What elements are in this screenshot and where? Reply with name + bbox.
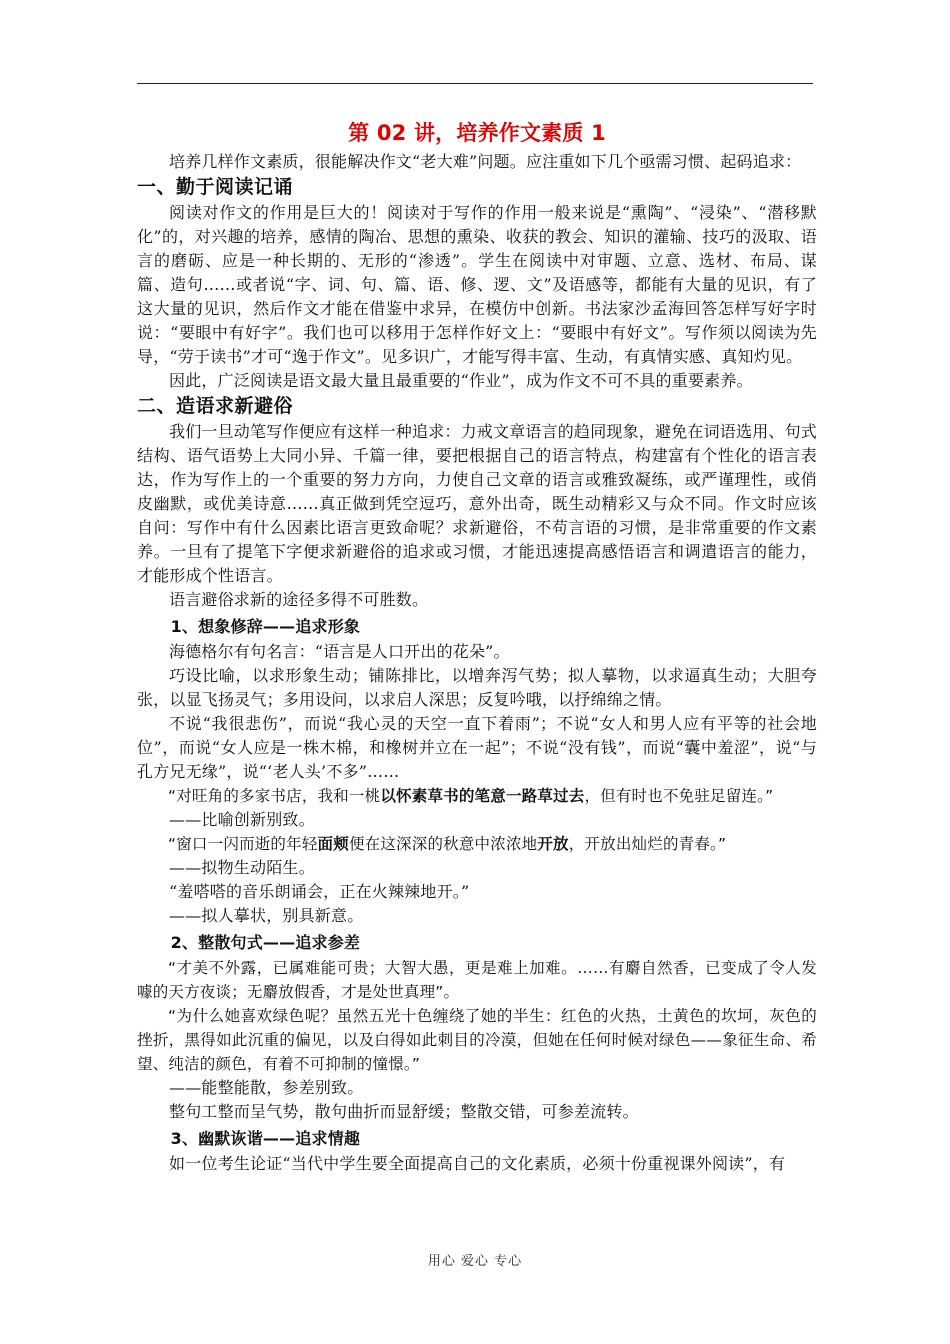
imagination-paragraph-1: 海德格尔有句名言：“语言是人口开出的花朵”。 (169, 642, 510, 661)
pattern-quote-1: “才美不外露，已属难能可贵；大智大愚，更是难上加难。……有麝自然香，已变成了令人发噱的天方夜谈；无麝放假香，才是处世真理”。 (137, 959, 817, 1001)
page-footer: 用心 爱心 专心 (427, 1254, 523, 1269)
intro-paragraph: 培养几样作文素质，很能解决作文“老大难”问题。应注重如下几个亟需习惯、起码追求： (169, 152, 802, 171)
subheading-sentence-patterns: 2、整散句式——追求参差 (170, 933, 361, 952)
example-quote-2: “窗口一闪而逝的年轻面颊便在这深深的秋意中浓浓地开放，开放出灿烂的青春。” (168, 835, 727, 853)
reading-paragraph-1: 阅读对作文的作用是巨大的！阅读对于写作的作用一般来说是“熏陶”、“浸染”、“潜移默化”的，对兴趣的培养，感情的陶冶、思想的熏染、收获的教会、知识的灌输、技巧的汲取、语言的磨砺、应是一种长期的、无形的“渗透”。学生在阅读中对审题、立意、选材、布局、谋篇、造句……或者说“字、词、句、篇、语、修、逻、文”及语感等，都能有大量的见识，有了这大量的见识，然后作文才能在借鉴中求异，在模仿中创新。书法家沙孟海回答怎样写好字时说：“要眼中有好字”。我们也可以移用于怎样作好文上：“要眼中有好文”。写作须以阅读为先导，“劳于读书”才可“逸于作文”。见多识广，才能写得丰富、生动，有真情实感、真知灼见。 (137, 203, 817, 366)
pattern-paragraph: 整句工整而呈气势，散句曲折而显舒缓；整散交错，可参差流转。 (169, 1102, 639, 1121)
subheading-humor: 3、幽默诙谐——追求情趣 (170, 1129, 361, 1148)
example-quote-3: “羞嗒嗒的音乐朗诵会，正在火辣辣地开。” (169, 882, 470, 901)
section-heading-language: 二、造语求新避俗 (137, 395, 294, 417)
reading-paragraph-2: 因此，广泛阅读是语文最大量且最重要的“作业”，成为作文不可不具的重要素养。 (169, 371, 753, 390)
imagination-paragraph-3: 不说“我很悲伤”，而说“我心灵的天空一直下着雨”；不说“女人和男人应有平等的社会地位”，而说“女人应是一株木棉，和橡树并立在一起”；不说“没有钱”，而说“囊中羞涩”，说“与孔方兄无缘”，说“‘老人头’不多”…… (137, 714, 817, 781)
page-title: 第 02 讲，培养作文素质 1 (348, 121, 606, 145)
example-note-1: ——比喻创新别致。 (169, 810, 315, 829)
example-quote-1: “对旺角的多家书店，我和一桃以怀素草书的笔意一路草过去，但有时也不免驻足留连。” (168, 787, 774, 805)
section-heading-reading: 一、勤于阅读记诵 (137, 176, 294, 198)
subheading-imagination: 1、想象修辞——追求形象 (170, 617, 361, 636)
humor-paragraph: 如一位考生论证“当代中学生要全面提高自己的文化素质，必须十份重视课外阅读”，有 (169, 1154, 786, 1173)
pattern-quote-2: “为什么她喜欢绿色呢？虽然五光十色缠绕了她的半生：红色的火热，土黄色的坎坷，灰色的挫折，黑得如此沉重的偏见，以及白得如此刺目的冷漠，但她在任何时候对绿色——象征生命、希望、纯洁的颜色，有着不可抑制的憧憬。” (137, 1007, 817, 1073)
example-note-2: ——拟物生动陌生。 (169, 858, 315, 877)
header-rule (137, 83, 813, 84)
imagination-paragraph-2: 巧设比喻，以求形象生动；铺陈排比，以增奔泻气势；拟人摹物，以求逼真生动；大胆夸张，以显飞扬灵气；多用设问，以求启人深思；反复吟哦，以抒绵绵之情。 (137, 666, 817, 709)
pattern-note: ——能整能散，参差别致。 (169, 1078, 364, 1097)
language-paragraph-1: 我们一旦动笔写作便应有这样一种追求：力戒文章语言的趋同现象，避免在词语选用、句式结构、语气语势上大同小异、千篇一律，要把根据自己的语言特点，构建富有个性化的语言表达，作为写作上的一个重要的努力方向，力使自己文章的语言或雅致凝练，或严谨理性，或俏皮幽默，或优美诗意……真正做到凭空逗巧，意外出奇，既生动精彩又与众不同。作文时应该自问：写作中有什么因素比语言更致命呢？求新避俗，不苟言语的习惯，是非常重要的作文素养。一旦有了提笔下字便求新避俗的追求或习惯，才能迅速提高感悟语言和调遣语言的能力，才能形成个性语言。 (137, 422, 818, 585)
language-paragraph-2: 语言避俗求新的途径多得不可胜数。 (169, 590, 429, 609)
document-body (137, 118, 817, 1176)
example-note-3: ——拟人摹状，别具新意。 (169, 906, 364, 925)
